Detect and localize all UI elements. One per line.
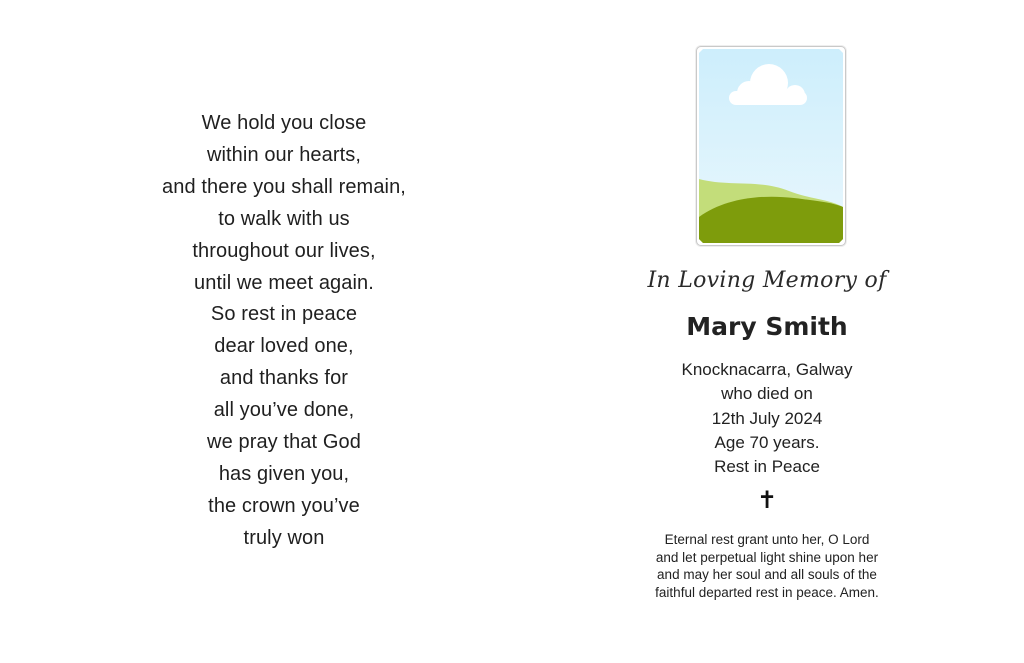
prayer-line: and let perpetual light shine upon her <box>655 549 879 565</box>
details-block <box>612 358 922 479</box>
deceased-name: Mary Smith <box>686 312 848 341</box>
detail-line: Knocknacarra, Galway <box>681 360 853 379</box>
prayer-line: and may her soul and all souls of the <box>657 567 877 582</box>
detail-line: Rest in Peace <box>714 457 820 477</box>
poem-line: within our hearts, <box>206 143 362 166</box>
poem-line: We hold you close <box>201 112 367 134</box>
prayer-line: Eternal rest grant unto her, O Lord <box>664 532 870 547</box>
detail-line: who died on <box>721 384 813 404</box>
prayer-line: faithful departed rest in peace. Amen. <box>655 584 879 600</box>
poem-line: dear loved one, <box>214 335 354 358</box>
poem-line: until we meet again. <box>194 271 374 294</box>
poem-line: truly won <box>243 526 325 549</box>
poem-line: So rest in peace <box>210 303 358 326</box>
poem-line: has given you, <box>218 462 350 485</box>
prayer-block <box>612 531 922 601</box>
poem-line: to walk with us <box>218 207 350 230</box>
poem <box>134 108 434 555</box>
poem-line: and there you shall remain, <box>162 175 406 198</box>
poem-line: and thanks for <box>219 367 349 390</box>
detail-line: 12th July 2024 <box>711 408 823 428</box>
landscape-photo <box>699 49 843 243</box>
photo-frame <box>696 46 846 246</box>
detail-line: Age 70 years. <box>714 432 820 452</box>
latin-cross-icon: ✝ <box>756 486 778 514</box>
memorial-heading: In Loving Memory of <box>647 268 887 293</box>
poem-line: we pray that God <box>207 431 361 454</box>
poem-line: the crown you’ve <box>208 494 360 517</box>
poem-line: all you’ve done, <box>213 399 355 422</box>
poem-line: throughout our lives, <box>192 239 376 262</box>
